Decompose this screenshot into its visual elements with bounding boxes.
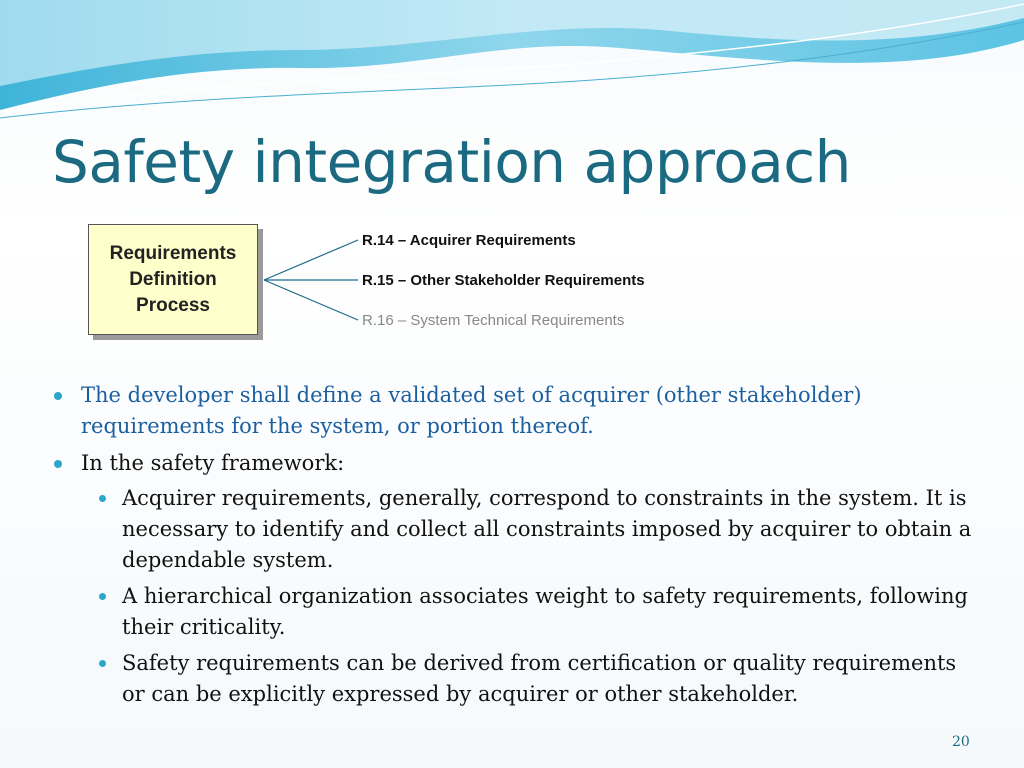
bullet-list bbox=[52, 380, 982, 716]
connector-r16 bbox=[264, 280, 358, 320]
bullet-text: In the safety framework: bbox=[81, 451, 345, 475]
page-number: 20 bbox=[952, 734, 970, 750]
header-wave-decoration bbox=[0, 0, 1024, 130]
process-box-label: Requirements Definition Process bbox=[109, 242, 237, 316]
sub-bullet-item: A hierarchical organization associates weight to safety requirements, following their criticality. bbox=[81, 581, 982, 643]
sub-bullet-item: Safety requirements can be derived from certification or quality requirements or can be explicitly expressed by acquirer or other stakeholder. bbox=[81, 648, 982, 710]
sub-bullet-list bbox=[81, 483, 982, 710]
sub-bullet-item: Acquirer requirements, generally, correspond to constraints in the system. It is necessary to identify and collect all constraints imposed by acquirer to obtain a dependable system. bbox=[81, 483, 982, 576]
bullet-item bbox=[52, 448, 982, 710]
requirements-process-box bbox=[88, 224, 258, 335]
slide-title: Safety integration approach bbox=[52, 128, 851, 196]
bullet-item: The developer shall define a validated set of acquirer (other stakeholder) requirements for the system, or portion thereof. bbox=[52, 380, 982, 442]
connector-r14 bbox=[264, 240, 358, 280]
requirement-r16-label: R.16 – System Technical Requirements bbox=[362, 312, 625, 329]
requirement-r14-label: R.14 – Acquirer Requirements bbox=[362, 232, 576, 249]
process-connectors bbox=[258, 230, 368, 330]
requirement-r15-label: R.15 – Other Stakeholder Requirements bbox=[362, 272, 645, 289]
